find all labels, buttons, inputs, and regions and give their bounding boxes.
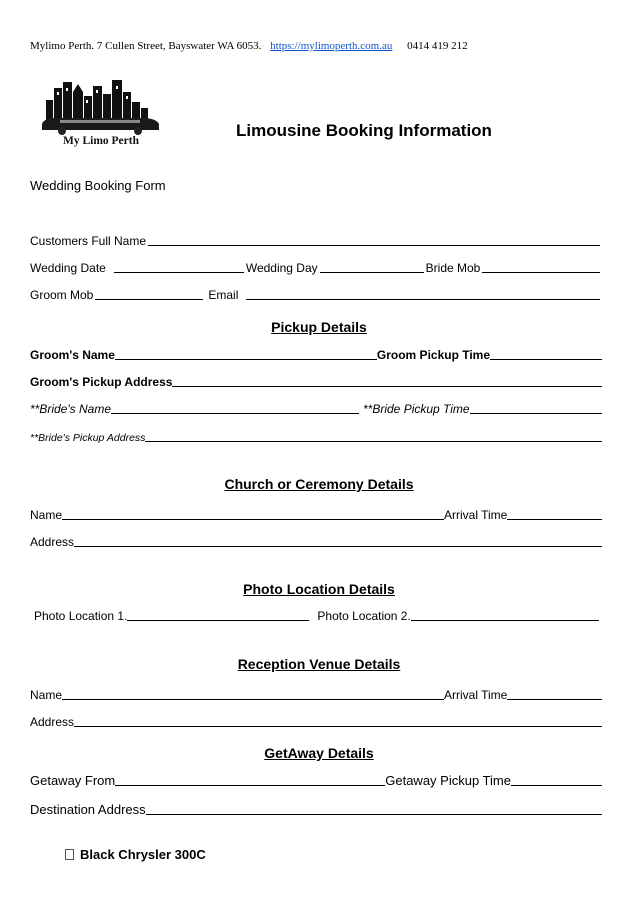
company-address: Mylimo Perth. 7 Cullen Street, Bayswater WA 6053.	[30, 40, 262, 52]
form-subtitle: Wedding Booking Form	[30, 178, 166, 193]
reception-address-field[interactable]	[74, 726, 602, 727]
church-name-row	[30, 506, 602, 522]
getaway-from-field[interactable]	[115, 785, 385, 786]
groom-mob-row	[30, 286, 602, 302]
city-skyline-limo-logo-icon	[40, 78, 162, 148]
wedding-date-field[interactable]	[114, 272, 244, 273]
wedding-date-label: Wedding Date	[30, 261, 106, 275]
grooms-pickup-address-row	[30, 373, 602, 389]
church-arrival-time-label: Arrival Time	[444, 508, 508, 522]
logo-text: My Limo Perth	[62, 135, 140, 147]
brides-name-field[interactable]	[111, 413, 359, 414]
page-title: Limousine Booking Information	[236, 121, 492, 140]
destination-address-label: Destination Address	[30, 802, 146, 817]
reception-name-row	[30, 686, 602, 702]
getaway-pickup-time-field[interactable]	[511, 785, 602, 786]
photo-location-1-label: Photo Location 1.	[34, 609, 128, 623]
church-arrival-time-field[interactable]	[507, 519, 602, 520]
reception-address-row	[30, 713, 602, 729]
email-label: Email	[208, 288, 239, 302]
groom-pickup-time-field[interactable]	[490, 359, 602, 360]
vehicle-option[interactable]	[65, 847, 206, 862]
church-ceremony-heading: Church or Ceremony Details	[224, 476, 414, 492]
reception-name-field[interactable]	[62, 699, 444, 700]
bride-mob-field[interactable]	[482, 272, 600, 273]
grooms-name-label: Groom's Name	[30, 348, 115, 362]
vehicle-option-label: Black Chrysler 300C	[80, 847, 206, 862]
photo-location-1-field[interactable]	[127, 620, 309, 621]
grooms-name-row	[30, 346, 602, 362]
getaway-pickup-time-label: Getaway Pickup Time	[385, 773, 511, 788]
reception-address-label: Address	[30, 715, 75, 729]
church-address-row	[30, 533, 602, 549]
groom-pickup-time-label: Groom Pickup Time	[376, 348, 491, 362]
destination-address-field[interactable]	[146, 814, 602, 815]
reception-name-label: Name	[30, 688, 63, 702]
brides-name-label: **Bride's Name	[30, 402, 111, 416]
reception-venue-heading: Reception Venue Details	[237, 656, 401, 672]
bride-pickup-time-label: **Bride Pickup Time	[363, 402, 470, 416]
brides-name-row	[30, 400, 602, 416]
grooms-pickup-address-field[interactable]	[172, 386, 602, 387]
company-phone: 0414 419 212	[407, 40, 468, 52]
getaway-from-row	[30, 772, 602, 788]
photo-location-2-label: Photo Location 2.	[317, 609, 411, 623]
photo-locations-row	[34, 607, 599, 623]
bride-mob-label: Bride Mob	[425, 261, 481, 275]
church-name-field[interactable]	[62, 519, 444, 520]
company-header	[30, 40, 468, 52]
grooms-pickup-address-label: Groom's Pickup Address	[30, 375, 173, 389]
groom-mob-label: Groom Mob	[30, 288, 94, 302]
groom-mob-field[interactable]	[95, 299, 203, 300]
grooms-name-field[interactable]	[115, 359, 377, 360]
customer-name-row	[30, 232, 602, 248]
destination-address-row	[30, 801, 602, 817]
customer-name-field[interactable]	[148, 245, 600, 246]
wedding-day-field[interactable]	[320, 272, 424, 273]
church-name-label: Name	[30, 508, 63, 522]
brides-pickup-address-field[interactable]	[145, 441, 602, 442]
wedding-day-label: Wedding Day	[245, 261, 318, 275]
bride-pickup-time-field[interactable]	[470, 413, 602, 414]
wedding-date-row	[30, 259, 602, 275]
brides-pickup-address-row	[30, 428, 602, 444]
email-field[interactable]	[246, 299, 600, 300]
getaway-from-label: Getaway From	[30, 773, 116, 788]
reception-arrival-time-field[interactable]	[507, 699, 602, 700]
church-address-label: Address	[30, 535, 75, 549]
website-link[interactable]: https://mylimoperth.com.au	[270, 40, 393, 52]
photo-location-heading: Photo Location Details	[243, 581, 395, 597]
getaway-details-heading: GetAway Details	[264, 745, 374, 761]
pickup-details-heading: Pickup Details	[271, 319, 367, 335]
photo-location-2-field[interactable]	[411, 620, 599, 621]
church-address-field[interactable]	[74, 546, 602, 547]
reception-arrival-time-label: Arrival Time	[444, 688, 508, 702]
brides-pickup-address-label: **Bride's Pickup Address	[30, 432, 146, 444]
customer-name-label: Customers Full Name	[30, 234, 147, 248]
my-limo-perth-logo	[40, 78, 162, 148]
vehicle-checkbox[interactable]	[65, 849, 74, 860]
